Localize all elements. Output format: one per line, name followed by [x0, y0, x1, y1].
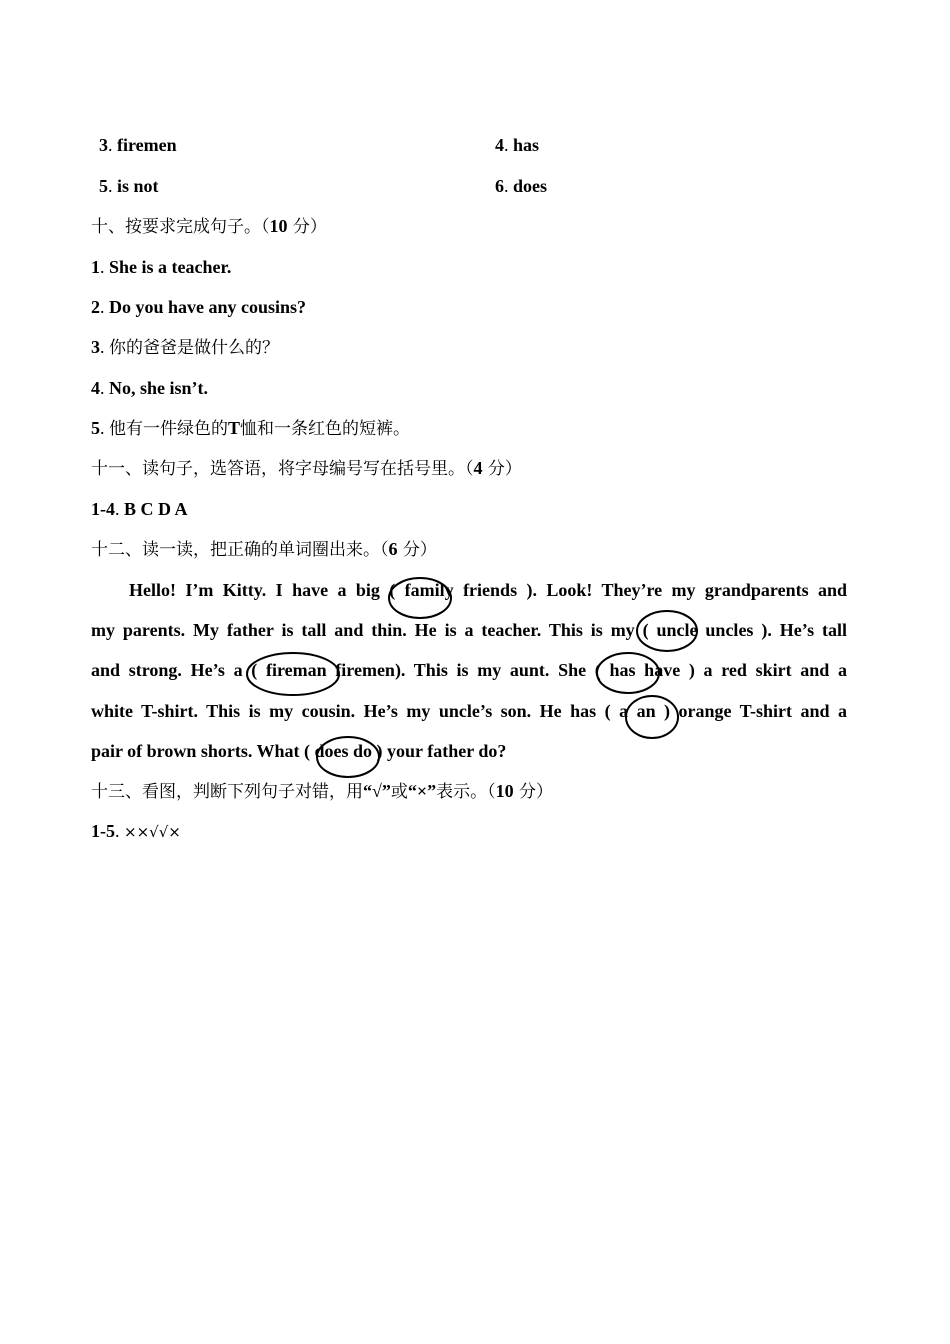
separator: .: [100, 337, 105, 357]
section-score: 10: [269, 216, 288, 236]
answer-letters: B C D A: [124, 499, 188, 519]
passage-line-5: pair of brown shorts. What ( does do ) your father do?: [91, 741, 507, 761]
separator: .: [100, 297, 105, 317]
answer-word: does: [513, 176, 548, 196]
section-score: 4: [473, 458, 483, 478]
passage-line-2: my parents. My father is tall and thin. He is a teacher. This is my ( uncle uncles ). He’s tall: [91, 620, 847, 640]
section-10-title: [91, 214, 327, 239]
item-number: 3: [99, 135, 108, 155]
answer-sentence-part: 他有一件绿色的: [109, 419, 228, 439]
answer-word: has: [513, 135, 540, 155]
separator: .: [504, 135, 509, 155]
item-number: 1: [91, 257, 100, 277]
section-10-item-5: [91, 416, 410, 441]
section-title-end: 分）: [482, 459, 522, 479]
section-13-title: [91, 779, 553, 804]
section-score: 6: [388, 539, 398, 559]
section-10-item-1: [91, 255, 231, 279]
answer-q9-5: [99, 174, 159, 198]
section-11-answer: [91, 497, 188, 521]
answer-label: 1-4: [91, 499, 115, 519]
separator: .: [115, 499, 120, 519]
answer-q9-6: [495, 174, 547, 198]
item-number: 6: [495, 176, 504, 196]
passage-line-3: and strong. He’s a ( fireman firemen). This is my aunt. She ( has have ) a red skirt and a: [91, 660, 847, 680]
section-10-item-2: [91, 295, 306, 319]
section-score: 10: [495, 781, 514, 801]
section-title-end: 分）: [513, 782, 554, 802]
section-title-end: 分）: [397, 540, 437, 560]
answer-sentence: Do you have any cousins?: [109, 297, 307, 317]
separator: .: [108, 135, 113, 155]
section-12-title: [91, 537, 437, 562]
separator: .: [100, 378, 105, 398]
section-title-text: 十二、读一读，把正确的单词圈出来。（: [91, 540, 389, 560]
section-title-text: 十三、看图，判断下列句子对错，用: [91, 782, 363, 802]
cross-mark-symbol: “×”: [407, 781, 437, 801]
section-title-text: 十一、读句子，选答语，将字母编号写在括号里。（: [91, 459, 474, 479]
check-mark-symbol: “√”: [363, 781, 391, 801]
answer-word: is not: [117, 176, 159, 196]
section-11-title: [91, 456, 522, 481]
item-number: 5: [99, 176, 108, 196]
answer-sentence-end: 恤和一条红色的短裤。: [240, 419, 411, 439]
answer-sentence: She is a teacher.: [109, 257, 232, 277]
section-title-text: 十、按要求完成句子。（: [91, 217, 270, 237]
answer-marks: ××√√×: [124, 823, 181, 841]
answer-label: 1-5: [91, 821, 115, 841]
item-number: 3: [91, 337, 100, 357]
or-word: 或: [390, 782, 408, 802]
separator: .: [108, 176, 113, 196]
passage-line-4: white T-shirt. This is my cousin. He’s my uncle’s son. He has ( a an ) orange T-shirt and a: [91, 701, 847, 721]
answer-word: firemen: [117, 135, 177, 155]
item-number: 4: [91, 378, 100, 398]
separator: .: [100, 257, 105, 277]
passage-line-1: Hello! I’m Kitty. I have a big ( family friends ). Look! They’re my grandparents and: [129, 580, 847, 600]
item-number: 2: [91, 297, 100, 317]
item-number: 5: [91, 418, 100, 438]
answer-q9-3: [99, 133, 177, 157]
answer-q9-4: [495, 133, 539, 157]
item-number: 4: [495, 135, 504, 155]
section-title-text-2: 表示。（: [436, 782, 496, 802]
section-10-item-4: [91, 376, 208, 400]
section-10-item-3: [91, 335, 279, 360]
separator: .: [100, 418, 105, 438]
section-title-end: 分）: [287, 217, 327, 237]
answer-sentence-bold: T: [228, 418, 241, 438]
answer-sentence: No, she isn’t.: [109, 378, 209, 398]
section-13-answer: [91, 819, 181, 844]
separator: .: [504, 176, 509, 196]
answer-sentence: 你的爸爸是做什么的？: [109, 338, 279, 358]
separator: .: [115, 821, 120, 841]
